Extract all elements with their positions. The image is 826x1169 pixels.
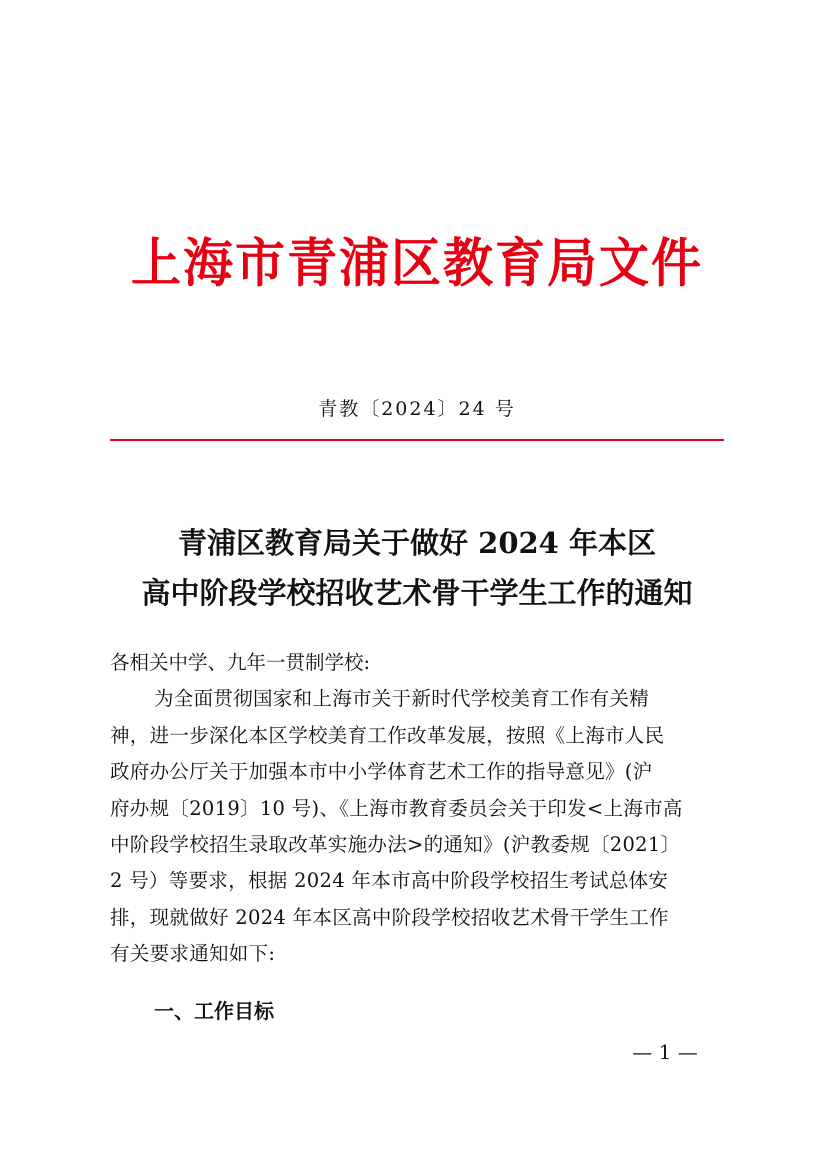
title-line-2: 高中阶段学校招收艺术骨干学生工作的通知 [141, 576, 693, 610]
title-line-1: 青浦区教育局关于做好 2024 年本区 [178, 526, 656, 560]
page-number: — 1 — [632, 1040, 698, 1064]
section-heading: 一、工作目标 [154, 999, 274, 1023]
body-line: 中阶段学校招生录取改革实施办法>的通知》(沪教委规〔2021〕 [110, 833, 681, 857]
body-line: 排，现就做好 2024 年本区高中阶段学校招收艺术骨干学生工作 [110, 905, 669, 929]
body-line: 2 号）等要求，根据 2024 年本市高中阶段学校招生考试总体安 [110, 869, 669, 893]
salutation: 各相关中学、九年一贯制学校: [110, 651, 371, 674]
document-title [90, 518, 744, 618]
document-body [110, 645, 724, 973]
body-line: 府办规〔2019〕10 号)、《上海市教育委员会关于印发<上海市高 [110, 796, 683, 820]
body-line: 神，进一步深化本区学校美育工作改革发展，按照《上海市人民 [110, 723, 665, 747]
body-line: 政府办公厅关于加强本市中小学体育艺术工作的指导意见》(沪 [110, 760, 653, 784]
document-masthead: 上海市青浦区教育局文件 [131, 231, 703, 294]
body-line: 为全面贯彻国家和上海市关于新时代学校美育工作有关精 [154, 687, 650, 711]
red-divider-rule [110, 439, 724, 441]
body-line: 有关要求通知如下: [110, 942, 276, 966]
document-number: 青教〔2024〕24 号 [318, 398, 516, 420]
